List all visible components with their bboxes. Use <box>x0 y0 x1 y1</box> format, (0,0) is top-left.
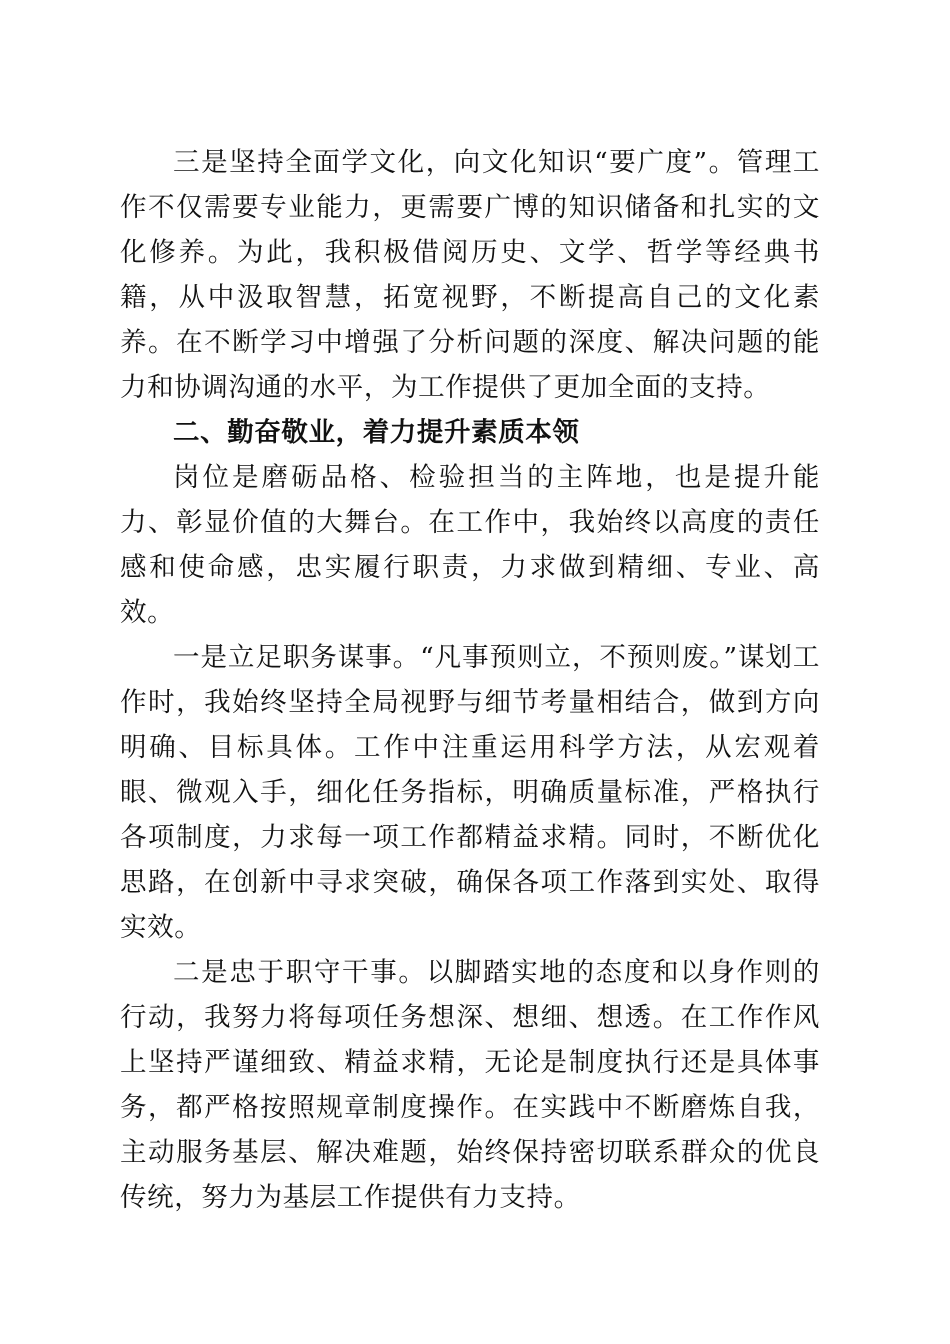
paragraph-post-intro: 岗位是磨砺品格、检验担当的主阵地，也是提升能力、彰显价值的大舞台。在工作中，我始终以高度的责任感和使命感，忠实履行职责，力求做到精细、专业、高效。 <box>120 462 820 628</box>
section-heading: 二、勤奋敬业，着力提升素质本领 <box>173 417 580 448</box>
paragraph-duty: 二是忠于职守干事。以脚踏实地的态度和以身作则的行动，我努力将每项任务想深、想细、想透。在工作作风上坚持严谨细致、精益求精，无论是制度执行还是具体事务，都严格按照规章制度操作。在实践中不断磨炼自我，主动服务基层、解决难题，始终保持密切联系群众的优良传统，努力为基层工作提供有力支持。 <box>120 957 820 1213</box>
paragraph-culture: 三是坚持全面学文化，向文化知识“要广度”。管理工作不仅需要专业能力，更需要广博的知识储备和扎实的文化修养。为此，我积极借阅历史、文学、哲学等经典书籍，从中汲取智慧，拓宽视野，不断提高自己的文化素养。在不断学习中增强了分析问题的深度、解决问题的能力和协调沟通的水平，为工作提供了更加全面的支持。 <box>120 147 820 403</box>
document-body <box>120 140 820 1220</box>
paragraph-planning: 一是立足职务谋事。“凡事预则立，不预则废。”谋划工作时，我始终坚持全局视野与细节考量相结合，做到方向明确、目标具体。工作中注重运用科学方法，从宏观着眼、微观入手，细化任务指标，明确质量标准，严格执行各项制度，力求每一项工作都精益求精。同时，不断优化思路，在创新中寻求突破，确保各项工作落到实处、取得实效。 <box>120 642 820 943</box>
